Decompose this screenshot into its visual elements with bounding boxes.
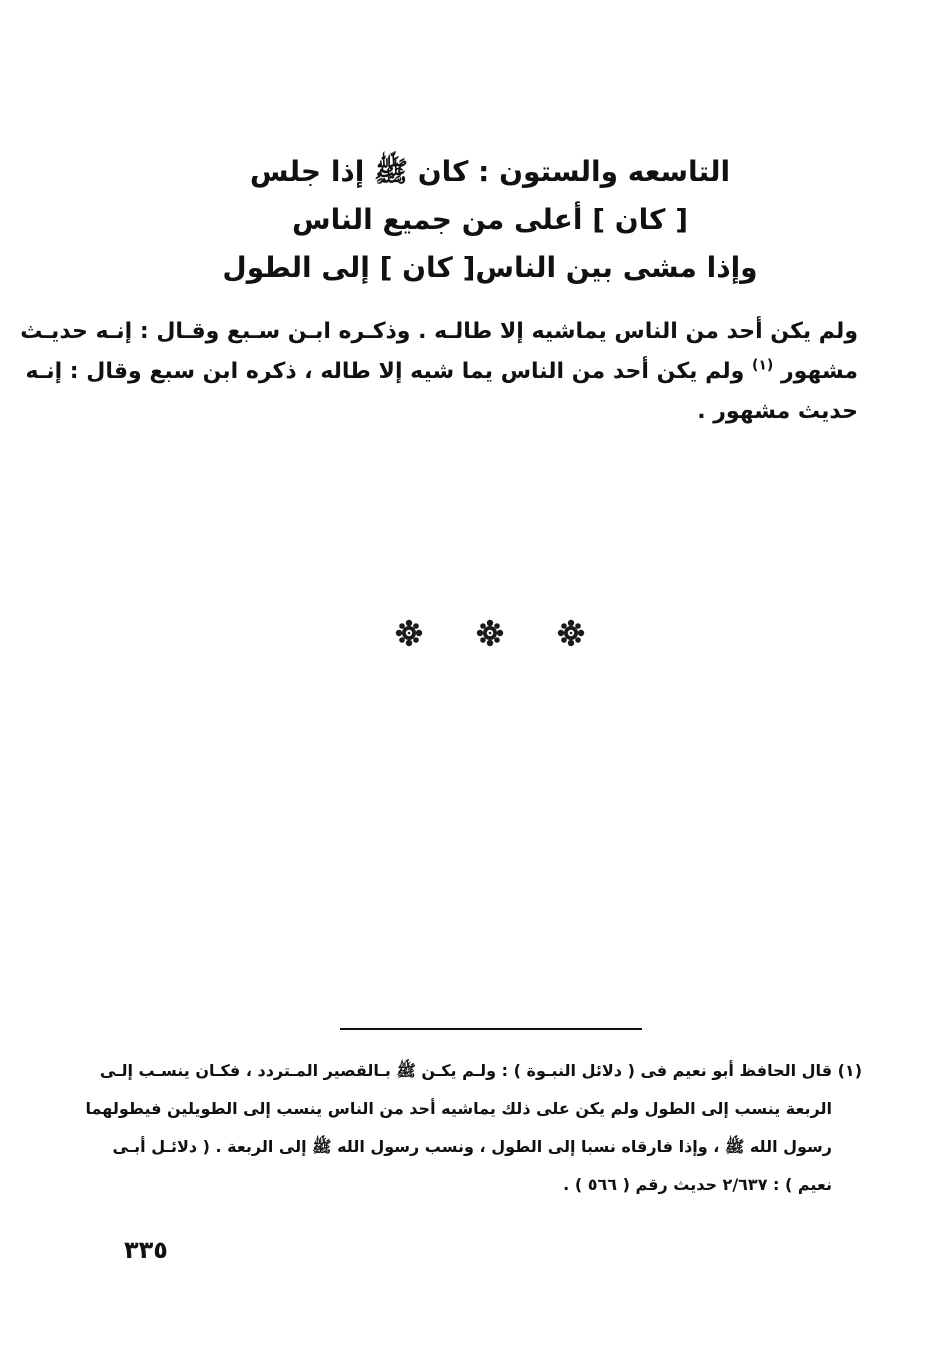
footnote-line-2: الربعة ينسب إلى الطول ولم يكن على ذلك يماشيه أحد من الناس ينسب إلى الطويلين فيطولهما — [85, 1099, 832, 1118]
footnote-line-1: (١) قال الحافظ أبو نعيم فى ( دلائل النبـوة ) : ولـم يكـن ﷺ بـالقصير المـتردد ، فكـان ينسـب إلـى — [99, 1061, 862, 1080]
body-line-1: ولم يكن أحد من الناس يماشيه إلا طالـه . وذكـره ابـن سـبع وقـال : إنـه حديـث — [20, 319, 858, 344]
section-heading — [150, 148, 830, 292]
body-paragraph — [20, 312, 858, 432]
ornament-divider — [395, 618, 585, 648]
body-line-2-start: مشهور — [781, 359, 858, 384]
footnotes — [85, 1052, 862, 1204]
footnote-separator — [340, 1028, 642, 1030]
heading-line-2: [ كان ] أعلى من جميع الناس — [292, 203, 688, 236]
body-line-3: حديث مشهور . — [697, 399, 858, 424]
footnote-line-3: رسول الله ﷺ ، وإذا فارقاه نسبا إلى الطول ، ونسب رسول الله ﷺ إلى الربعة . ( دلائـل أبـى — [112, 1137, 832, 1156]
footnote-reference: (١) — [751, 357, 774, 374]
heading-line-1: التاسعه والستون : كان ﷺ إذا جلس — [249, 155, 731, 188]
body-line-2 — [25, 352, 858, 392]
rosette-ornament-icon — [395, 619, 423, 647]
footnote-line-4: نعيم ) : ٢/٦٣٧ حديث رقم ( ٥٦٦ ) . — [563, 1175, 832, 1194]
rosette-ornament-icon — [476, 619, 504, 647]
page-number: ٣٣٥ — [124, 1236, 168, 1264]
body-line-2-rest: ولم يكن أحد من الناس يما شيه إلا طاله ، ذكره ابن سبع وقال : إنـه — [25, 359, 745, 384]
rosette-ornament-icon — [557, 619, 585, 647]
heading-line-3: وإذا مشى بين الناس[ كان ] إلى الطول — [222, 251, 758, 284]
